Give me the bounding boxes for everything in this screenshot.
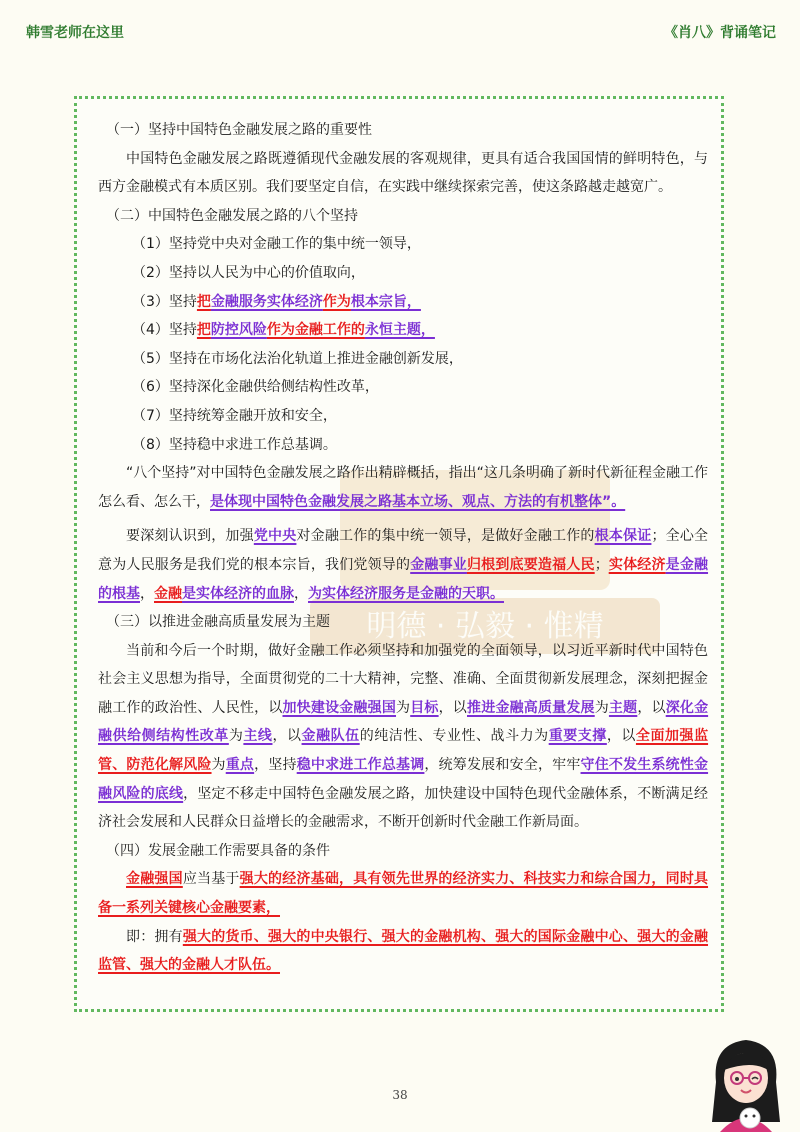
list-item-7: （7）坚持统筹金融开放和安全， — [132, 407, 337, 424]
list-item-8: （8）坚持稳中求进工作总基调。 — [132, 436, 337, 453]
list-item-2: （2）坚持以人民为中心的价值取向， — [132, 264, 365, 281]
section-4-title: （四）发展金融工作需要具备的条件 — [106, 842, 330, 859]
list-item-1: （1）坚持党中央对金融工作的集中统一领导， — [132, 236, 421, 253]
list-item-4: （4）坚持把防控风险作为金融工作的永恒主题， — [132, 322, 435, 339]
watermark-text: 明德 · 弘毅 · 惟精 — [366, 609, 604, 644]
document-body — [98, 116, 708, 980]
section-2-paragraph-2: “八个坚持”对中国特色金融发展之路作出精辟概括，指出“这几条明确了新时代新征程金融工作怎么看、怎么干，是体现中国特色金融发展之路基本立场、观点、方法的有机整体”。 — [98, 465, 708, 510]
section-4-paragraph-2: 即：拥有强大的货币、强大的中央银行、强大的金融机构、强大的国际金融中心、强大的金融监管、强大的金融人才队伍。 — [98, 928, 709, 974]
list-item-6: （6）坚持深化金融供给侧结构性改革， — [132, 379, 379, 396]
list-item-3: （3）坚持把金融服务实体经济作为根本宗旨， — [132, 293, 421, 310]
header-left: 韩雪老师在这里 — [26, 25, 124, 41]
section-2-paragraph-3: 要深刻认识到，加强党中央对金融工作的集中统一领导，是做好金融工作的根本保证；全心全意为人民服务是我们党的根本宗旨，我们党领导的金融事业归根到底要造福人民；实体经济是金融的根基，金融是实体经济的血脉，为实体经济服务是金融的天职。 — [98, 528, 709, 602]
section-3-paragraph: 当前和今后一个时期，做好金融工作必须坚持和加强党的全面领导，以习近平新时代中国特色社会主义思想为指导，全面贯彻党的二十大精神，完整、准确、全面贯彻新发展理念，深刻把握金融工作的政治性、人民性，以加快建设金融强国为目标，以推进金融高质量发展为主题，以深化金融供给侧结构性改革为主线，以金融队伍的纯洁性、专业性、战斗力为重要支撑，以全面加强监管、防范化解风险为重点，坚持稳中求进工作总基调，统筹发展和安全，牢牢守住不发生系统性金融风险的底线，坚定不移走中国特色金融发展之路，加快建设中国特色现代金融体系，不断满足经济社会发展和人民群众日益增长的金融需求，不断开创新时代金融工作新局面。 — [98, 642, 709, 831]
cartoon-teacher-icon — [702, 1026, 790, 1132]
section-1-paragraph: 中国特色金融发展之路既遵循现代金融发展的客观规律，更具有适合我国国情的鲜明特色，与西方金融模式有本质区别。我们要坚定自信，在实践中继续探索完善，使这条路越走越宽广。 — [98, 150, 708, 196]
section-3-title: （三）以推进金融高质量发展为主题 — [106, 614, 330, 631]
section-2-title: （二）中国特色金融发展之路的八个坚持 — [106, 207, 358, 224]
page-number: 38 — [392, 1088, 408, 1102]
section-4-paragraph-1: 金融强国应当基于强大的经济基础，具有领先世界的经济实力、科技实力和综合国力，同时具备一系列关键核心金融要素， — [98, 871, 709, 917]
list-item-5: （5）坚持在市场化法治化轨道上推进金融创新发展， — [132, 350, 463, 367]
section-1-title: （一）坚持中国特色金融发展之路的重要性 — [106, 122, 372, 138]
header-right: 《肖八》背诵笔记 — [664, 25, 776, 41]
